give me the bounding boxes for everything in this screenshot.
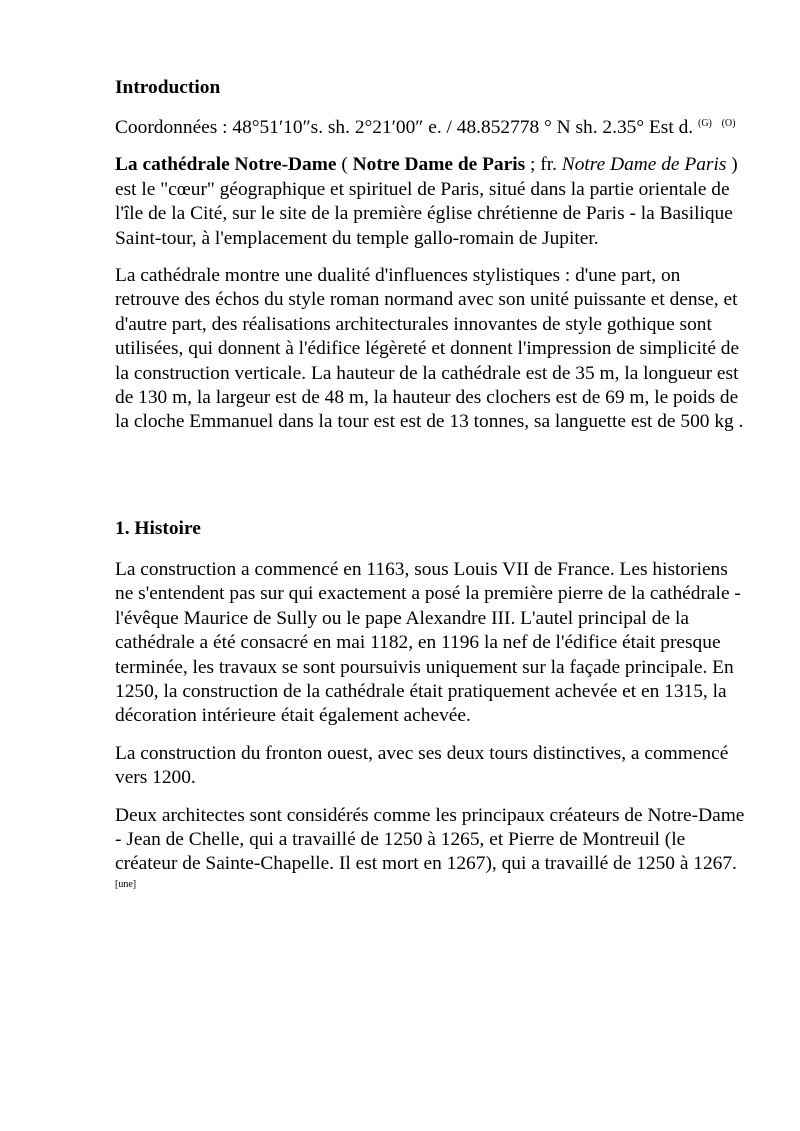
cathedral-name-bold: La cathédrale Notre-Dame [115,154,337,176]
document-page [115,76,747,901]
history-paragraph-2: La construction du fronton ouest, avec ses deux tours distinctives, a commencé vers 1200. [115,742,729,789]
intro-paragraph-2: La cathédrale montre une dualité d'influences stylistiques : d'une part, on retrouve des échos du style roman normand avec son unité puissante et dense, et d'autre part, des réalisations architecturales innovantes de style gothique sont utilisées, qui donnent à l'édifice légèreté et donnent l'impression de simplicité de la construction verticale. La hauteur de la cathédrale est de 35 m, la longueur est de 130 m, la largeur est de 48 m, la hauteur des clochers est de 69 m, le poids de la cloche Emmanuel dans la tour est est de 13 tonnes, sa languette est de 500 kg . [115,265,744,433]
intro-text-fragment: ( [336,154,353,176]
cathedral-french-name-italic: Notre Dame de Paris [561,154,727,176]
coordinates-text: Coordonnées : 48°51′10″s. sh. 2°21′00″ e. / 48.852778 ° N sh. 2.35° Est d. [115,117,694,138]
footnote-ref-une[interactable]: [une] [115,878,137,890]
section-spacer [115,435,747,517]
coordinates-line [115,116,747,140]
cathedral-original-name-bold: Notre Dame de Paris [352,154,526,176]
introduction-heading: Introduction [115,77,221,98]
intro-paragraph-1 [115,153,747,251]
history-paragraph-3-text: Deux architectes sont considérés comme les principaux créateurs de Notre-Dame - Jean de Chelle, qui a travaillé de 1250 à 1265, et Pierre de Montreuil (le créateur de Sainte-Chapelle. Il est mort en 1267), qui a travaillé de 1250 à 1267. [115,804,745,875]
coordinates-ref-g: (G) [697,118,712,129]
history-paragraph-3 [115,804,747,902]
intro-text-fragment: ) est le "cœur" géographique et spirituel de Paris, situé dans la partie orientale de l'île de la Cité, sur le site de la première église chrétienne de Paris - la Basilique Saint-tour, à l'emplacement du temple gallo-romain de Jupiter. [115,154,738,249]
coordinates-ref-o: (O) [721,118,736,129]
history-heading: 1. Histoire [115,517,201,539]
history-paragraph-1: La construction a commencé en 1163, sous Louis VII de France. Les historiens ne s'entendent pas sur qui exactement a posé la première pierre de la cathédrale - l'évêque Maurice de Sully ou le pape Alexandre III. L'autel principal de la cathédrale a été consacré en mai 1182, en 1196 la nef de l'édifice était presque terminée, les travaux se sont poursuivis uniquement sur la façade principale. En 1250, la construction de la cathédrale était pratiquement achevée et en 1315, la décoration intérieure était également achevée. [115,558,741,727]
intro-text-fragment: ; fr. [525,154,562,176]
